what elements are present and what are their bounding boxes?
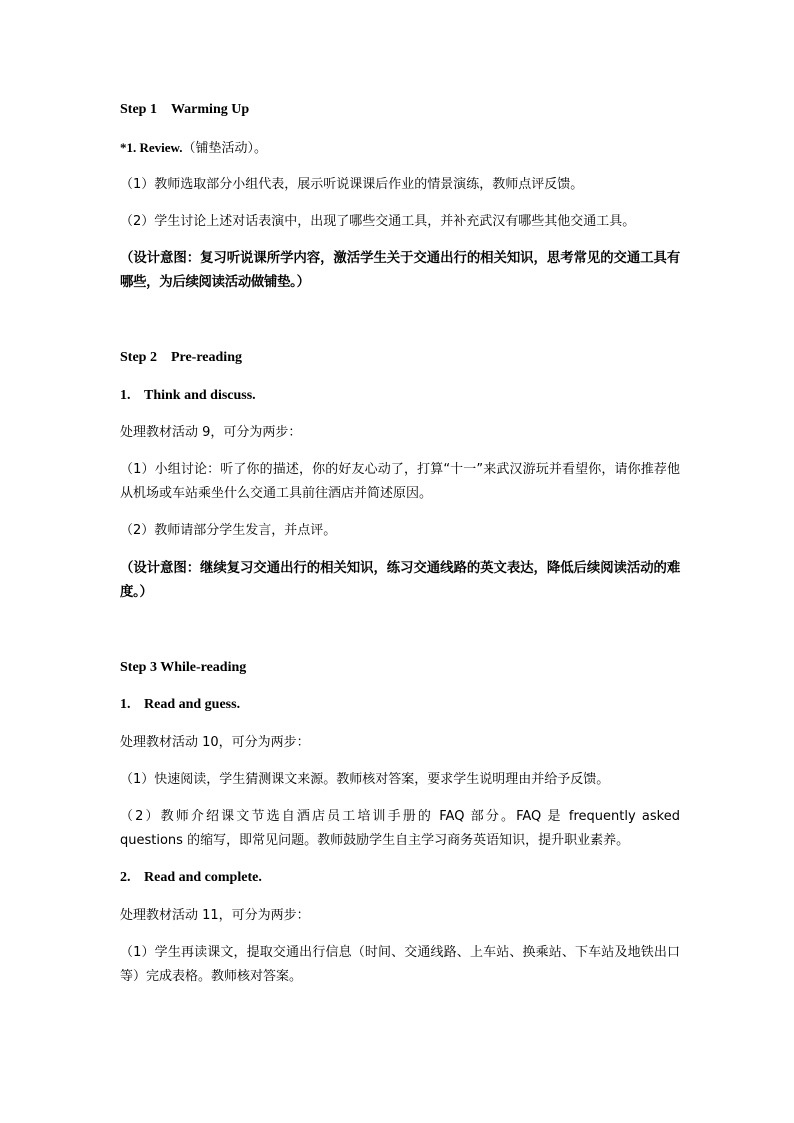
step2-lead: 处理教材活动 9，可分为两步： [120,425,302,440]
step2-paragraph-1: （1）小组讨论：听了你的描述，你的好友心动了，打算“十一”来武汉游玩并看望你，请你推荐他从机场或车站乘坐什么交通工具前往酒店并简述原因。 [120,462,680,501]
step3-sub1-number: 1. [120,697,131,712]
step3-subheading-2 [120,866,680,890]
step2-sub1-number: 1. [120,388,131,403]
review-note: （铺垫活动）。 [182,141,267,156]
step3-sub1-title: Read and guess. [144,697,241,712]
step3-paragraph-2: （2）教师介绍课文节选自酒店员工培训手册的 FAQ 部分。FAQ 是 frequently asked questions 的缩写，即常见问题。教师鼓励学生自主学习商务英语知识，提升职业素养。 [120,809,680,848]
step1-review [120,136,680,161]
step2-label: Step 2 [120,350,157,365]
step3-lead-1: 处理教材活动 10，可分为两步： [120,735,310,750]
step3-sub2-title: Read and complete. [144,870,262,885]
step3-sub2-number: 2. [120,870,131,885]
step3-heading: Step 3 While-reading [120,660,247,675]
step1-label: Step 1 [120,102,157,117]
step2-title: Pre-reading [170,350,242,365]
step2-design-intent: （设计意图：继续复习交通出行的相关知识，练习交通线路的英文表达，降低后续阅读活动的难度。） [120,561,680,600]
step3-paragraph-3: （1）学生再读课文，提取交通出行信息（时间、交通线路、上车站、换乘站、下车站及地铁出口等）完成表格。教师核对答案。 [120,945,680,984]
step3-paragraph-1: （1）快速阅读，学生猜测课文来源。教师核对答案，要求学生说明理由并给予反馈。 [120,772,610,787]
step1-title: Warming Up [170,102,250,117]
step1-heading [120,98,680,122]
step2-subheading-1 [120,384,680,408]
step2-heading [120,346,680,370]
step3-lead-2: 处理教材活动 11，可分为两步： [120,908,310,923]
review-label: *1. Review. [120,140,183,155]
step1-paragraph-2: （2）学生讨论上述对话表演中，出现了哪些交通工具，并补充武汉有哪些其他交通工具。 [120,214,636,229]
step2-paragraph-2: （2）教师请部分学生发言，并点评。 [120,523,337,538]
step3-subheading-1 [120,693,680,717]
step1-paragraph-1: （1）教师选取部分小组代表，展示听说课课后作业的情景演练，教师点评反馈。 [120,177,584,192]
step2-sub1-title: Think and discuss. [144,388,256,403]
step1-design-intent: （设计意图：复习听说课所学内容，激活学生关于交通出行的相关知识，思考常见的交通工具有哪些，为后续阅读活动做铺垫。） [120,251,680,290]
